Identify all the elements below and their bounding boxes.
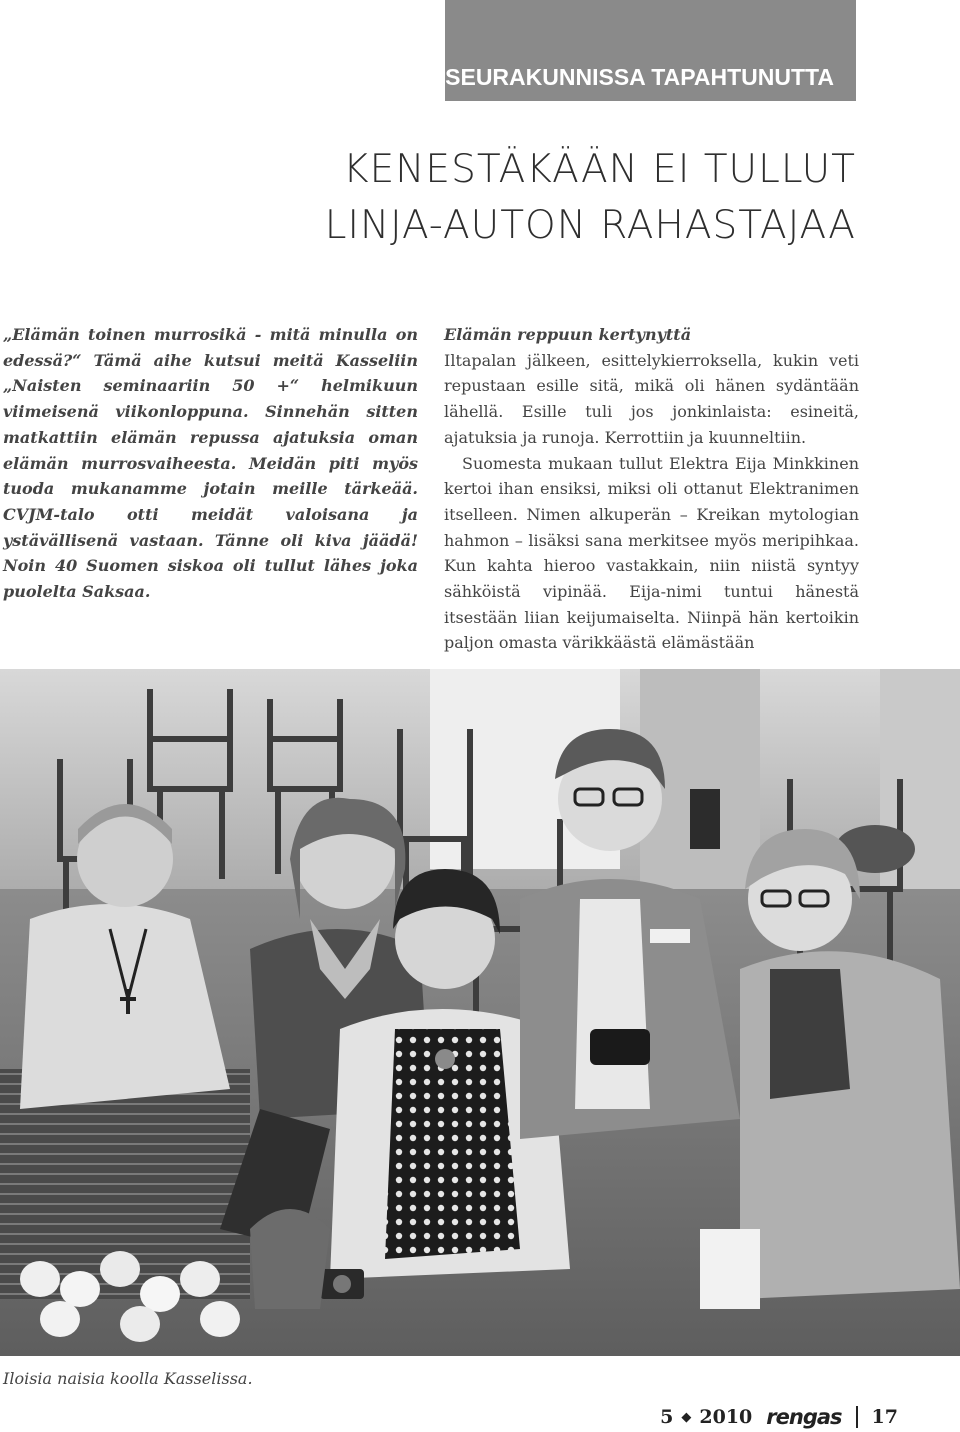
diamond-icon: ◆ <box>681 1409 692 1425</box>
issue-number: 5 <box>660 1406 674 1428</box>
photo-caption: Iloisia naisia koolla Kasselissa. <box>3 1369 253 1388</box>
section-tag <box>445 0 856 101</box>
body-paragraph-1: Iltapalan jälkeen, esittelykierroksella, kukin veti repustaan esille sitä, mikä oli hänen sydäntään lähellä. Esille tuli jos jonkinlaista: esineitä, ajatuksia ja runoja. Kerrottiin ja kuunneltiin. <box>444 350 859 447</box>
headline-line-1: KENESTÄKÄÄN EI TULLUT <box>343 147 856 192</box>
group-photo-illustration <box>0 669 960 1356</box>
group-photo <box>0 669 960 1356</box>
subheading: Elämän reppuun kertynyttä <box>444 325 692 344</box>
article-headline <box>325 142 856 254</box>
footer-divider <box>856 1406 858 1428</box>
magazine-brand: rengas <box>766 1405 842 1429</box>
left-column <box>3 322 418 605</box>
body-paragraph-2: Suomesta mukaan tullut Elektra Eija Minkkinen kertoi ihan ensiksi, miksi oli ottanut Elektranimen itselleen. Nimen alkuperän – Kreikan mytologian hahmon – lisäksi sana merkitsee myös meripihkaa. Kun kahta hieroo vastakkain, niin niistä syntyy sähköistä vipinää. Eija-nimi tuntui hänestä itsestään liian keijumaiselta. Niinpä hän kertoikin paljon omasta värikkäästä elämästään <box>444 453 859 653</box>
headline-line-2: LINJA-AUTON RAHASTAJAA <box>324 203 856 248</box>
lead-paragraph: „Elämän toinen murrosikä - mitä minulla on edessä?“ Tämä aihe kutsui meitä Kasseliin „Naisten seminaariin 50 +“ helmikuun viimeisenä viikonloppuna. Sinnehän sitten matkattiin elämän repussa ajatuksia oman elämän murrosvaiheesta. Meidän piti myös tuoda mukanamme jotain meille tärkeää. CVJM-talo otti meidät valoisana ja ystävällisenä vastaan. Tänne oli kiva jäädä! Noin 40 Suomen siskoa oli tullut lähes joka puolelta Saksaa. <box>3 325 418 602</box>
page-footer <box>660 1402 898 1432</box>
right-column <box>444 322 859 656</box>
section-tag-label: SEURAKUNNISSA TAPAHTUNUTTA <box>445 64 834 90</box>
page-number: 17 <box>871 1406 898 1428</box>
issue-year: 2010 <box>699 1406 753 1428</box>
